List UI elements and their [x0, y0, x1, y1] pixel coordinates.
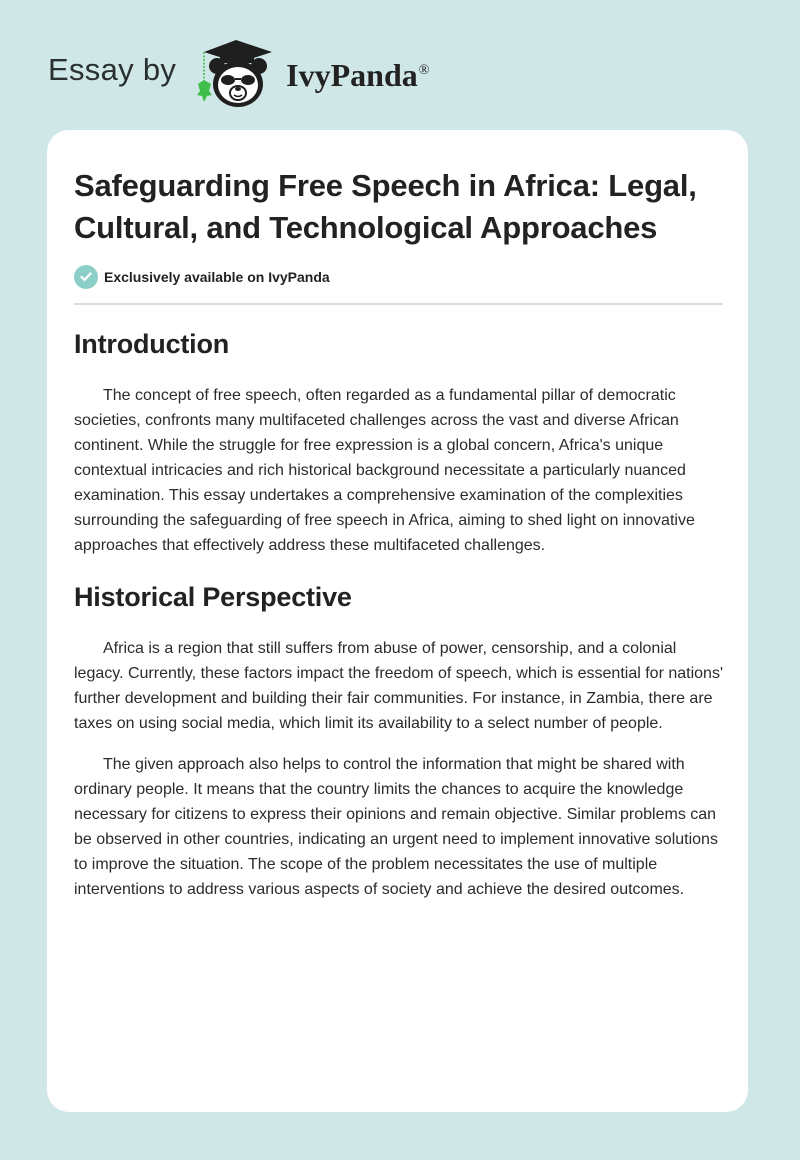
check-circle-icon — [74, 265, 98, 289]
brand-name[interactable]: IvyPanda® — [286, 56, 430, 93]
essay-by-label: Essay by — [48, 52, 177, 87]
section-heading-historical-perspective: Historical Perspective — [74, 582, 352, 612]
paragraph: The given approach also helps to control the information that might be shared with ordinary people. It means that the country limits the chances to acquire the knowledge necessary for citizens to express their opinions and remain objective. Similar problems can be observed in other countries, indicating an urgent need to implement innovative solutions to improve the situation. The scope of the problem necessitates the use of multiple interventions to address various aspects of society and achieve the desired outcomes. — [74, 756, 718, 898]
essay-content — [74, 130, 723, 902]
paragraph: Africa is a region that still suffers from abuse of power, censorship, and a colonial legacy. Currently, these factors impact the freedom of speech, which is essential for nations' further development and building their fair communities. For instance, in Zambia, there are taxes on using social media, which limit its availability to a select number of people. — [74, 640, 723, 732]
essay-card — [47, 130, 748, 1112]
exclusive-badge — [74, 265, 723, 289]
paragraph: The concept of free speech, often regarded as a fundamental pillar of democratic societies, confronts many multifaceted challenges across the vast and diverse African continent. While the struggle for free expression is a global concern, Africa's unique contextual intricacies and rich historical background necessitate a particularly nuanced examination. This essay undertakes a comprehensive examination of the complexities surrounding the safeguarding of free speech in Africa, aiming to shed light on innovative approaches that effectively address these multifaceted challenges. — [74, 387, 695, 554]
section-heading-introduction: Introduction — [74, 329, 230, 359]
exclusive-label: Exclusively available on IvyPanda — [104, 269, 330, 285]
site-header — [48, 36, 429, 110]
page-title: Safeguarding Free Speech in Africa: Legal, Cultural, and Technological Approaches — [74, 168, 697, 245]
panda-graduate-logo-icon[interactable] — [190, 36, 282, 110]
registered-mark: ® — [418, 62, 430, 78]
divider — [74, 303, 723, 305]
